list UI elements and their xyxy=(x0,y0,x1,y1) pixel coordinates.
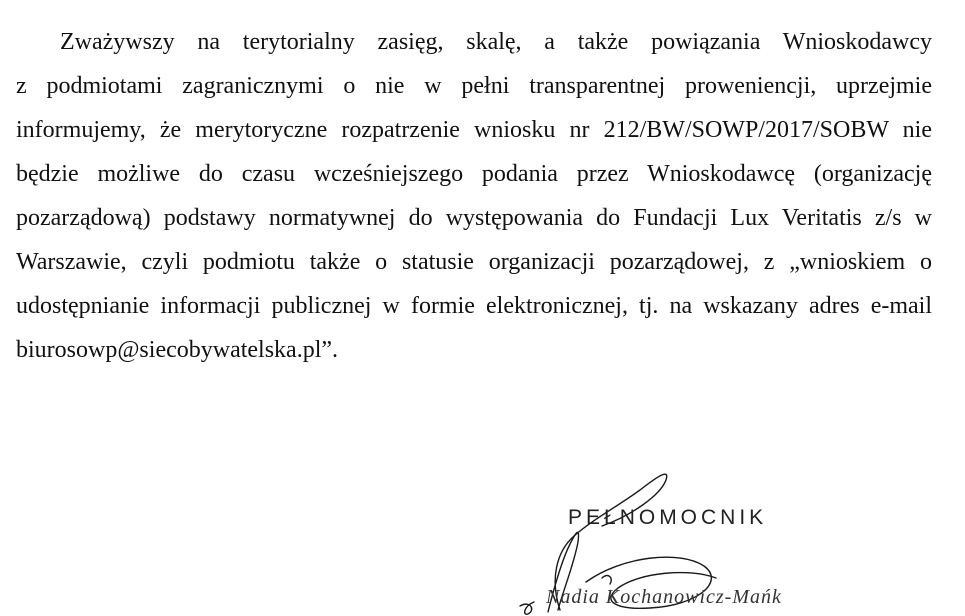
body-paragraph xyxy=(16,20,932,372)
signature-title: PEŁNOMOCNIK xyxy=(568,506,768,529)
paragraph-line: będzie możliwe do czasu wcześniejszego podania przez Wnioskodawcę (organizację xyxy=(16,161,932,187)
paragraph-line: Warszawie, czyli podmiotu także o statusie organizacji pozarządowej, z „wnioskiem o xyxy=(16,249,932,275)
paragraph-line: udostępnianie informacji publicznej w formie elektronicznej, tj. na wskazany adres e-mail xyxy=(16,293,932,319)
paragraph-line: z podmiotami zagranicznymi o nie w pełni transparentnej proweniencji, uprzejmie xyxy=(16,73,932,99)
paragraph-line: informujemy, że merytoryczne rozpatrzenie wniosku nr 212/BW/SOWP/2017/SOBW nie xyxy=(16,117,932,143)
signature-block xyxy=(490,460,960,616)
paragraph-line: Zważywszy na terytorialny zasięg, skalę, a także powiązania Wnioskodawcy xyxy=(60,29,932,55)
signature-name: Nadia Kochanowicz-Mańk xyxy=(546,586,782,608)
paragraph-line: biurosowp@siecobywatelska.pl”. xyxy=(16,337,339,363)
paragraph-line: pozarządową) podstawy normatywnej do występowania do Fundacji Lux Veritatis z/s w xyxy=(16,205,932,231)
